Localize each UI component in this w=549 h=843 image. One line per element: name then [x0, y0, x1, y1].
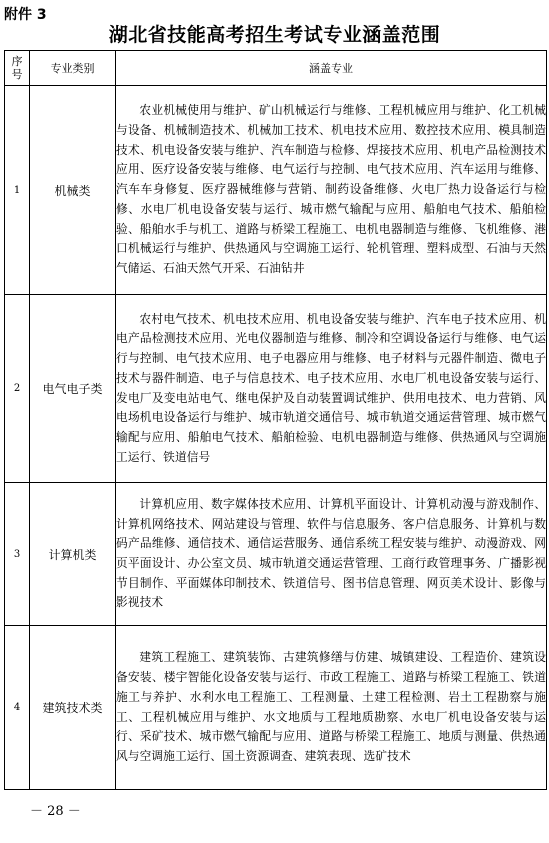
attachment-label: 附件 3	[4, 7, 47, 23]
page-number: － 28 －	[30, 804, 81, 819]
row-number: 1	[5, 86, 30, 295]
column-header-category: 专业类别	[30, 51, 116, 86]
row-category: 电气电子类	[30, 295, 116, 483]
coverage-table	[4, 50, 547, 790]
row-category: 建筑技术类	[30, 626, 116, 790]
table-header-row	[5, 51, 547, 86]
row-number: 2	[5, 295, 30, 483]
row-coverage: 农村电气技术、机电技术应用、机电设备安装与维护、汽车电子技术应用、机电产品检测技术应用、光电仪器制造与维修、制冷和空调设备运行与维修、电气运行与控制、电气技术应用、电子电器应用与维修、电子材料与元器件制造、微电子技术与器件制造、电子与信息技术、电子技术应用、水电厂机电设备安装与运行、发电厂及变电站电气、继电保护及自动装置调试维护、供用电技术、电力营销、风电场机电设备运行与维护、城市轨道交通信号、城市轨道交通运营管理、城市燃气输配与应用、船舶电气技术、船舶检验、电机电器制造与维修、供热通风与空调施工运行、铁道信号	[116, 295, 547, 483]
row-coverage: 计算机应用、数字媒体技术应用、计算机平面设计、计算机动漫与游戏制作、计算机网络技术、网站建设与管理、软件与信息服务、客户信息服务、计算机与数码产品维修、通信技术、通信运营服务、通信系统工程安装与维护、动漫游戏、网页平面设计、办公室文员、城市轨道交通运营管理、工商行政管理事务、广播影视节目制作、平面媒体印制技术、铁道信号、图书信息管理、网页美术设计、影像与影视技术	[116, 483, 547, 626]
row-coverage: 建筑工程施工、建筑装饰、古建筑修缮与仿建、城镇建设、工程造价、建筑设备安装、楼宇智能化设备安装与运行、市政工程施工、道路与桥梁工程施工、铁道施工与养护、水利水电工程施工、工程测量、土建工程检测、岩土工程勘察与施工、工程机械应用与维护、水文地质与工程地质勘察、水电厂机电设备安装与运行、采矿技术、城市燃气输配与应用、道路与桥梁工程施工、地质与测量、供热通风与空调施工运行、国土资源调查、建筑表现、选矿技术	[116, 626, 547, 790]
row-category: 机械类	[30, 86, 116, 295]
table-row	[5, 626, 547, 790]
column-header-no: 序 号	[5, 51, 30, 86]
column-header-coverage: 涵盖专业	[116, 51, 547, 86]
row-category: 计算机类	[30, 483, 116, 626]
page-title: 湖北省技能高考招生考试专业涵盖范围	[108, 24, 441, 46]
table-row	[5, 295, 547, 483]
row-number: 3	[5, 483, 30, 626]
table-row	[5, 483, 547, 626]
row-number: 4	[5, 626, 30, 790]
row-coverage: 农业机械使用与维护、矿山机械运行与维修、工程机械应用与维护、化工机械与设备、机械制造技术、机械加工技术、机电技术应用、数控技术应用、模具制造技术、机电设备安装与维护、汽车制造与检修、焊接技术应用、机电产品检测技术应用、医疗设备安装与维修、电气运行与控制、电气技术应用、汽车运用与维修、汽车车身修复、医疗器械维修与营销、制药设备维修、火电厂热力设备运行与检修、水电厂机电设备安装与运行、城市燃气输配与应用、船舶电气技术、船舶检验、船舶水手与机工、道路与桥梁工程施工、电机电器制造与维修、飞机维修、港口机械运行与维护、供热通风与空调施工运行、轮机管理、塑料成型、石油与天然气储运、石油天然气开采、石油钻井	[116, 86, 547, 295]
table-row	[5, 86, 547, 295]
